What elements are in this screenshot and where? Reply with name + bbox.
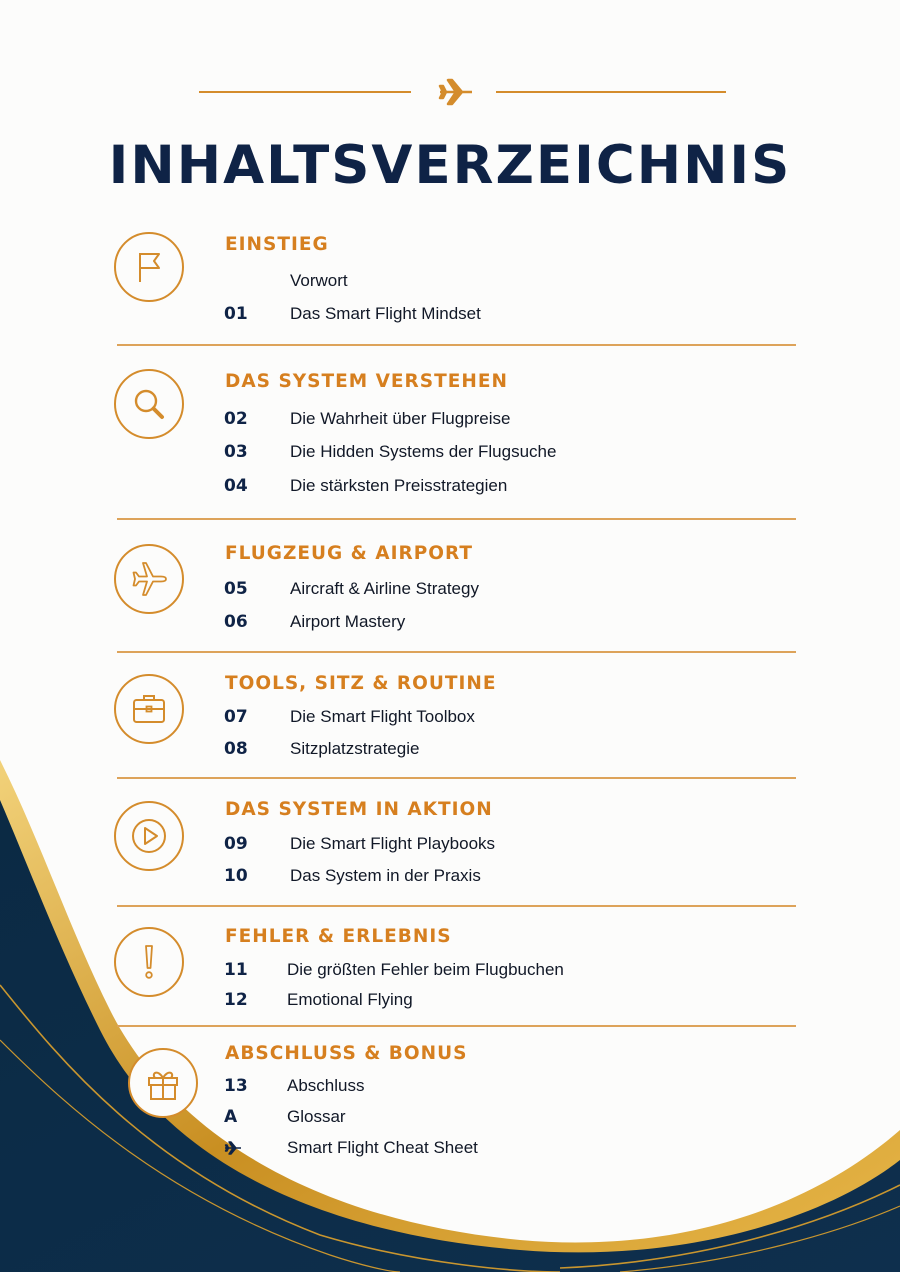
entry-label: Die Hidden Systems der Flugsuche	[290, 442, 557, 461]
entry-number: 10	[224, 866, 248, 886]
entry-label: Das Smart Flight Mindset	[290, 304, 481, 323]
entry-label: Die Smart Flight Playbooks	[290, 834, 496, 853]
entry-label: Die größten Fehler beim Flugbuchen	[287, 960, 564, 979]
section-heading: DAS SYSTEM IN AKTION	[225, 799, 493, 820]
flag-icon	[114, 232, 184, 302]
section-divider	[117, 651, 796, 653]
section-divider	[117, 344, 796, 346]
entry-number: 07	[224, 707, 248, 727]
airplane-icon	[224, 1140, 242, 1156]
entry-number: 02	[224, 409, 248, 429]
section-heading: TOOLS, SITZ & ROUTINE	[225, 673, 497, 694]
entry-number: 12	[224, 990, 248, 1010]
section-heading: DAS SYSTEM VERSTEHEN	[225, 371, 508, 392]
section-heading: FLUGZEUG & AIRPORT	[225, 543, 474, 564]
top-divider-right	[496, 91, 726, 93]
play-icon	[114, 801, 184, 871]
section-heading: FEHLER & ERLEBNIS	[225, 926, 452, 947]
entry-label: Airport Mastery	[290, 612, 406, 631]
entry-number: 05	[224, 579, 248, 599]
search-icon	[114, 369, 184, 439]
entry-label: Vorwort	[290, 271, 348, 290]
section-divider	[117, 905, 796, 907]
entry-label: Sitzplatzstrategie	[290, 739, 420, 758]
entry-label: Die Smart Flight Toolbox	[290, 707, 475, 726]
section-divider	[117, 777, 796, 779]
entry-label: Die stärksten Preisstrategien	[290, 476, 508, 495]
entry-number: 08	[224, 739, 248, 759]
gift-icon	[128, 1048, 198, 1118]
exclamation-icon	[114, 927, 184, 997]
section-heading: ABSCHLUSS & BONUS	[225, 1043, 468, 1064]
section-divider	[117, 518, 796, 520]
entry-number: 09	[224, 834, 248, 854]
entry-number: 06	[224, 612, 248, 632]
entry-number: 11	[224, 960, 248, 980]
entry-number: 04	[224, 476, 248, 496]
entry-label: Abschluss	[287, 1076, 365, 1095]
entry-label: Aircraft & Airline Strategy	[290, 579, 479, 598]
entry-number: 01	[224, 304, 248, 324]
top-divider-left	[199, 91, 411, 93]
airplane-icon	[436, 72, 476, 112]
entry-label: Das System in der Praxis	[290, 866, 481, 885]
entry-label: Smart Flight Cheat Sheet	[287, 1138, 478, 1157]
section-divider	[117, 1025, 796, 1027]
entry-label: Die Wahrheit über Flugpreise	[290, 409, 511, 428]
entry-number: A	[224, 1107, 238, 1127]
entry-number: 03	[224, 442, 248, 462]
entry-label: Emotional Flying	[287, 990, 413, 1009]
airplane-icon	[114, 544, 184, 614]
section-heading: EINSTIEG	[225, 234, 329, 255]
entry-label: Glossar	[287, 1107, 346, 1126]
briefcase-icon	[114, 674, 184, 744]
entry-number: 13	[224, 1076, 248, 1096]
page-title: INHALTSVERZEICHNIS	[108, 135, 792, 196]
